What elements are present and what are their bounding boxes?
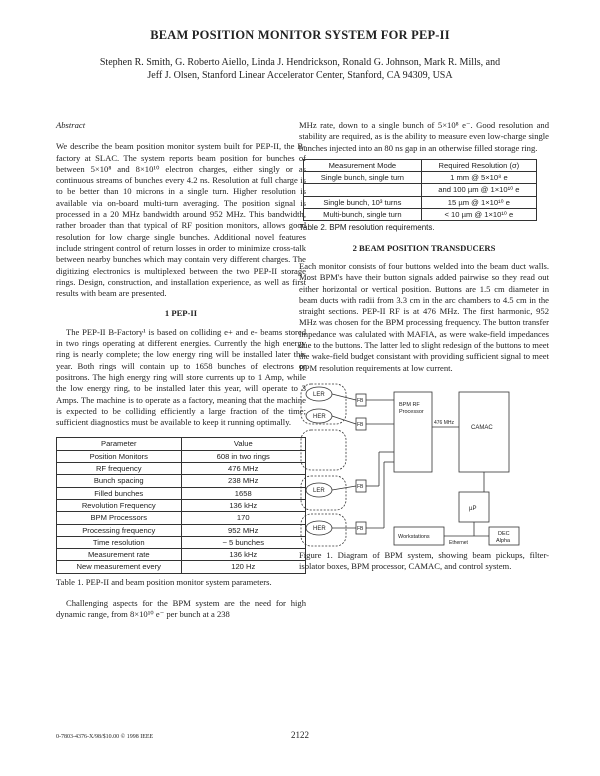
table-cell: Single bunch, 10³ turns [304,196,422,208]
table-row [57,549,306,561]
table-cell: Revolution Frequency [57,499,182,511]
section-1-para-1: The PEP-II B-Factory¹ is based on colliding e+ and e- beams stored in two rings operating at different energies. Currently the high energy ring is nearly complete; the low energy ring will be installed later this year. Both rings will contain up to 1658 bunches of electrons or positrons. The high energy ring will store currents up to 1 Amp, while the low energy ring, to be installed later this year, will operate to 3 Amps. The machine is to operate as a factory, meaning that the machine is expected to be colliding efficiently a large fraction of the time; sufficient diagnostics must be available to keep it running optimally. [56,326,306,428]
ler-label: LER [313,391,325,398]
table-cell: Processing frequency [57,524,182,536]
table-cell: 15 µm @ 1×10¹⁰ e [421,196,536,208]
abstract-heading: Abstract [56,120,86,130]
table-2-header [304,159,537,171]
table-2-header-cell: Required Resolution (σ) [421,159,536,171]
section-1-heading: 1 PEP-II [164,308,198,319]
fb-label: FB [357,421,364,428]
table-row [57,499,306,511]
table-cell: RF frequency [57,463,182,475]
table-row [304,172,537,184]
abstract-body: We describe the beam position monitor system built for PEP-II, the B-factory at SLAC. The system reports beam position for bunches of between 5×10⁸ and 8×10¹⁰ electron charges, either singly or as continuous streams of bunches every 4.2 ns. Resolution at full charge is to be better than 10 microns in a single turn. Higher resolution is available via on-board multi-turn averaging. The position signal is processed in a 20 MHz bandwidth around 952 MHz. This bandwidth, rather broader than that typical of RF position monitors, allows good resolution for low charge single bunches. Additional novel features include stringent control of return losses in order to minimize cross-talk between nearby bunches which may contain very different charges. The digitizing electronics is multiplexed between the two PEP-II storage rings. Design, construction, and installation experience, as well as first results with beam are presented. [56,141,306,299]
her-label: HER [313,525,326,532]
fb-label: FB [357,397,364,404]
table-row [304,184,537,196]
table-cell: 136 kHz [181,549,306,561]
table-cell: 1658 [181,487,306,499]
table-1-header-cell: Value [181,438,306,450]
figure-1-caption: Figure 1. Diagram of BPM system, showing beam pickups, filter-isolator boxes, BPM processor, CAMAC, and control system. [299,549,549,572]
section-1-para-2: Challenging aspects for the BPM system are the need for high dynamic range, from 8×10¹⁰ e⁻ per bunch at a 238 [56,597,306,620]
table-cell: Multi-bunch, single turn [304,209,422,221]
table-cell: < 10 µm @ 1×10¹⁰ e [421,209,536,221]
ring-group-box [301,430,346,470]
right-column [299,120,549,573]
table-row [57,450,306,462]
table-2 [303,159,537,221]
section-2-heading: 2 BEAM POSITION TRANSDUCERS [352,242,496,253]
table-2-header-cell: Measurement Mode [304,159,422,171]
table-cell: 476 MHz [181,463,306,475]
table-cell: 1 mm @ 5×10⁸ e [421,172,536,184]
table-cell: Position Monitors [57,450,182,462]
table-1-header-cell: Parameter [57,438,182,450]
table-cell: 136 kHz [181,499,306,511]
copyright-footer: 0-7803-4376-X/98/$10.00 © 1998 IEEE [56,734,154,740]
table-1-header [57,438,306,450]
page-number: 2122 [291,730,309,740]
ethernet-label: Ethernet [449,539,468,546]
camac-box [459,392,509,472]
ler-label: LER [313,487,325,494]
table-cell: 170 [181,512,306,524]
section-2-para: Each monitor consists of four buttons welded into the beam duct walls. Most BPM's have their button signals added pairwise so they read out either horizontal or vertical position. Buttons are 1.5 cm diameter in beam ducts with radii from 3.3 cm in the arc chambers to 4.5 cm in the straight sections. PEP-II RF is at 476 MHz. The first harmonic, 952 MHz was chosen for the BPM processing frequency. The button transfer impedance was calulated with MAFIA, as were wake-field impedances due to the buttons. The latter led to slight redesign of the buttons to meet the wake-field budget consistant with providing sufficient signal to meet BPM resolution requirements at low current. [299,260,549,373]
table-cell: 120 Hz [181,561,306,573]
table-cell: Time resolution [57,536,182,548]
camac-label: CAMAC [471,424,493,431]
table-2-caption: Table 2. BPM resolution requirements. [299,223,435,233]
table-row [57,536,306,548]
table-cell: and 100 µm @ 1×10¹⁰ e [421,184,536,196]
dec-label: DEC [498,530,510,537]
table-cell: Single bunch, single turn [304,172,422,184]
author-line-2: Jeff J. Olsen, Stanford Linear Accelerator Center, Stanford, CA 94309, USA [147,70,453,81]
author-line-1: Stephen R. Smith, G. Roberto Aiello, Linda J. Hendrickson, Ronald G. Johnson, Mark R. Mills, and [99,57,501,68]
up-label: µP [469,505,477,512]
processor-label: Processor [399,408,424,415]
table-cell [304,184,422,196]
table-cell: 952 MHz [181,524,306,536]
table-row [304,209,537,221]
table-row [57,512,306,524]
table-cell: 608 in two rings [181,450,306,462]
workstations-label: Workstations [398,533,430,540]
fb-label: FB [357,483,364,490]
her-label: HER [313,413,326,420]
table-cell: 238 MHz [181,475,306,487]
table-row [57,463,306,475]
table-cell: Filled bunches [57,487,182,499]
table-cell: Measurement rate [57,549,182,561]
table-row [57,487,306,499]
paper-title: BEAM POSITION MONITOR SYSTEM FOR PEP-II [150,28,450,42]
bpm-rf-label: BPM RF [399,401,420,408]
table-cell: BPM Processors [57,512,182,524]
author-list [40,56,560,82]
figure-1-diagram [299,382,549,547]
table-row [304,196,537,208]
fb-label: FB [357,525,364,532]
table-row [57,475,306,487]
table-1 [56,437,306,573]
table-cell: New measurement every [57,561,182,573]
table-1-caption: Table 1. PEP-II and beam position monitor system parameters. [56,576,272,587]
alpha-label: Alpha [496,537,511,544]
table-cell: Bunch spacing [57,475,182,487]
frequency-label: 476 MHz [434,419,455,426]
table-cell: ~ 5 bunches [181,536,306,548]
table-row [57,524,306,536]
left-column [56,120,306,621]
table-row [57,561,306,573]
right-intro-para: MHz rate, down to a single bunch of 5×10⁸ e⁻. Good resolution and stability are required, as is the ability to measure even low-charge single bunches injected into an 80 ns gap in an otherwise filled storage ring. [299,120,549,153]
